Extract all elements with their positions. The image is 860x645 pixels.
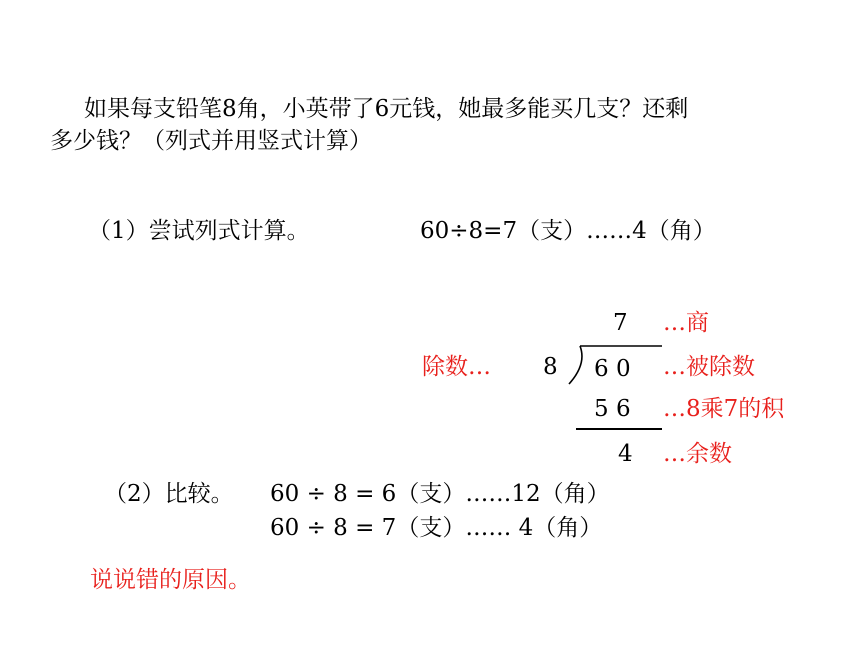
step1-equation: 60÷8=7（支）……4（角） [420, 218, 716, 244]
step2-equation-a: 60 ÷ 8 = 6（支）……12（角） [270, 481, 610, 507]
product: 5 6 [594, 396, 631, 422]
step2-equation-b: 60 ÷ 8 = 7（支）…… 4（角） [270, 515, 603, 541]
quotient: 7 [613, 310, 628, 336]
reason-prompt: 说说错的原因。 [90, 567, 251, 593]
step1-label: （1）尝试列式计算。 [88, 218, 310, 244]
quotient-annotation: …商 [663, 310, 709, 336]
problem-line-2: 多少钱？（列式并用竖式计算） [50, 128, 372, 154]
divisor: 8 [543, 354, 558, 380]
remainder-annotation: …余数 [663, 441, 732, 467]
divisor-annotation: 除数… [422, 354, 491, 380]
problem-line-1: 如果每支铅笔8角，小英带了6元钱，她最多能买几支？还剩 [84, 96, 689, 122]
subtraction-line [576, 428, 662, 430]
dividend-annotation: …被除数 [663, 354, 755, 380]
remainder: 4 [618, 441, 633, 467]
step2-label: （2）比较。 [104, 481, 234, 507]
product-annotation: …8乘7的积 [663, 396, 785, 422]
dividend: 6 0 [594, 356, 631, 382]
